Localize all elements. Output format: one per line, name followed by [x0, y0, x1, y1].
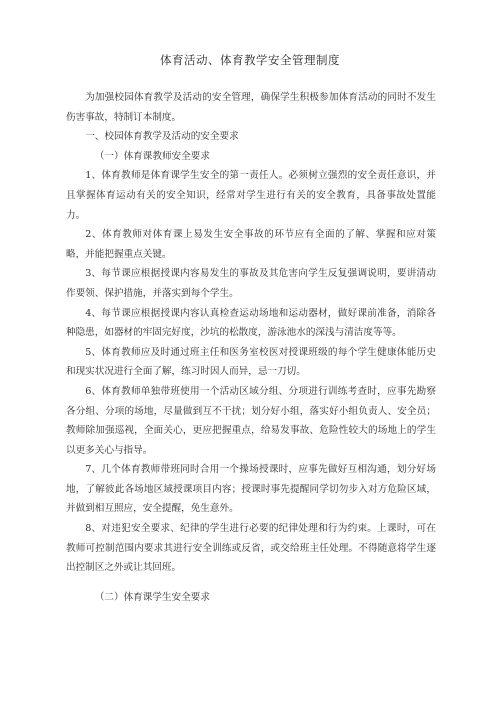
rule-paragraph-1: 1、体育教师是体育课学生安全的第一责任人。必须树立强烈的安全责任意识，并且掌握体育运动有关的安全知识，经常对学生进行有关的安全教育，具备事故处置能力。	[66, 170, 436, 221]
rule-paragraph-6: 6、体育教师单独带班使用一个活动区域分组、分项进行训练考查时，应事先勘察各分组、分项的场地，尽量做到互不干扰；划分好小组，落实好小组负责人、安全员；教师除加强巡视，全面关心，更应把握重点，给易发事故、危险性较大的场地上的学生以更多关心与指导。	[66, 385, 436, 456]
rule-paragraph-2: 2、体育教师对体育课上易发生安全事故的环节应有全面的了解、掌握和应对策略，并能把握重点关键。	[66, 229, 436, 260]
rule-paragraph-8: 8、对违犯安全要求、纪律的学生进行必要的纪律处理和行为约束。上课时，可在教师可控制范围内要求其进行安全训练或反省，或交给班主任处理。不得随意将学生逐出控制区之外或让其回班。	[66, 523, 436, 574]
document-body	[66, 88, 436, 607]
subsection-heading: （一）体育课教师安全要求	[94, 150, 210, 162]
section-heading: 一、校园体育教学及活动的安全要求	[85, 131, 239, 143]
rule-paragraph-5: 5、体育教师应及时通过班主任和医务室校医对授课班级的每个学生健康体能历史和现实状况进行全面了解，练习时因人而异，忌一刀切。	[66, 346, 436, 378]
document-title: 体育活动、体育教学安全管理制度	[160, 53, 340, 67]
rule-paragraph-7: 7、几个体育教师带班同时合用一个操场授课时，应事先做好互相沟通，划分好场地，了解彼此各场地区域授课项目内容；授课时事先提醒同学切勿步入对方危险区域，并做到相互照应，安全提醒，免生意外。	[66, 464, 436, 515]
rule-paragraph-4: 4、每节课应根据授课内容认真检查运动场地和运动器材，做好课前准备，消除各种隐患，如器材的牢固完好度，沙坑的松散度，游泳池水的深浅与清洁度等等。	[66, 307, 436, 339]
intro-paragraph: 为加强校园体育教学及活动的安全管理，确保学生积极参加体育活动的同时不发生伤害事故，特制订本制度。	[66, 92, 436, 123]
subsection-heading-2: （二）体育课学生安全要求	[94, 591, 210, 603]
rule-paragraph-3: 3、每节课应根据授课内容易发生的事故及其危害向学生反复强调说明，要讲清动作要领、保护措施，并落实到每个学生。	[66, 268, 436, 299]
